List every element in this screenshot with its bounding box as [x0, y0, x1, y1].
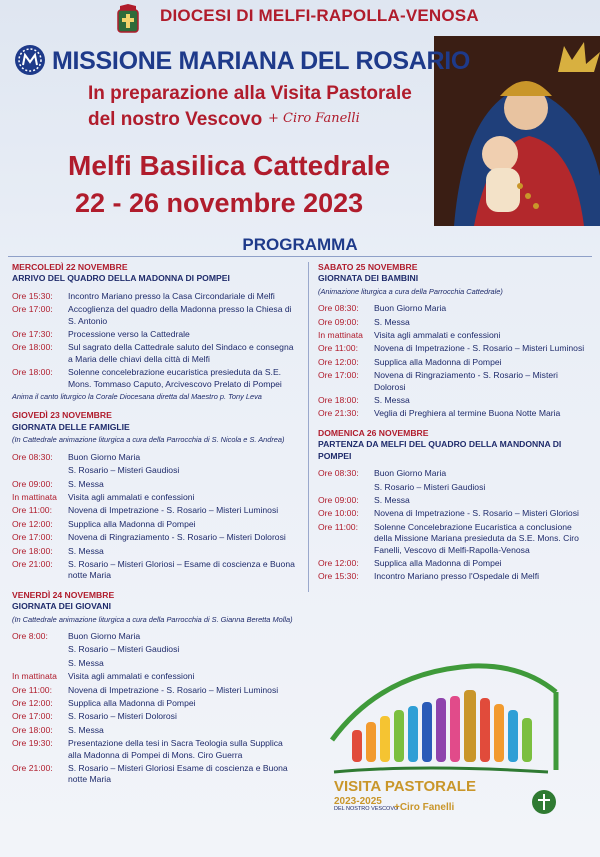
- event-time: Ore 08:30:: [12, 451, 53, 462]
- event-description: S. Rosario – Misteri Gloriosi Esame di coscienza e Buona notte Maria: [68, 763, 288, 785]
- event-description: Novena di Impetrazione - S. Rosario – Misteri Luminosi: [374, 343, 585, 354]
- programma-heading: PROGRAMMA: [242, 235, 358, 254]
- event-description: Novena di Impetrazione - S. Rosario – Misteri Luminosi: [68, 684, 279, 695]
- event-description: S. Rosario – Misteri Gaudiosi: [374, 481, 486, 492]
- event-description: Veglia di Preghiera al termine Buona Notte Maria: [374, 408, 561, 419]
- event-time: Ore 17:30:: [12, 329, 53, 340]
- schedule-row: [12, 738, 298, 761]
- event-time: Ore 10:00:: [318, 508, 359, 519]
- day-note: (Animazione liturgica a cura della Parrocchia Cattedrale): [318, 286, 503, 296]
- event-description: Novena di Impetrazione - S. Rosario – Misteri Gloriosi: [374, 508, 579, 519]
- schedule-row: [12, 644, 298, 655]
- bishop-signature: + Ciro Fanelli: [268, 111, 360, 126]
- day-spacer: [12, 446, 298, 450]
- mission-title: MISSIONE MARIANA DEL ROSARIO: [52, 47, 471, 75]
- schedule-row: [318, 395, 590, 406]
- event-description: S. Rosario – Misteri Gaudiosi: [68, 465, 180, 476]
- schedule-row: [12, 505, 298, 516]
- event-description: Solenne Concelebrazione Eucaristica a conclusione della Missione Mariana presieduta da S.E. Mons. Ciro Fanelli, Vescovo di Melfi-Rapolla-Venosa: [374, 521, 579, 555]
- event-time: Ore 12:00:: [12, 698, 53, 708]
- day-spacer: [318, 297, 590, 301]
- event-time: In mattinata: [12, 491, 57, 502]
- event-description: Supplica alla Madonna di Pompei: [374, 557, 502, 568]
- schedule-row: [12, 291, 298, 302]
- schedule-row: [318, 330, 590, 341]
- event-time: Ore 15:30:: [12, 290, 53, 301]
- event-time: Ore 09:00:: [318, 316, 359, 327]
- event-time: In mattinata: [12, 671, 57, 682]
- schedule-row: [12, 479, 298, 490]
- event-description: Incontro Mariano presso la Casa Circondariale di Melfi: [68, 290, 275, 301]
- day-spacer: [318, 462, 590, 466]
- event-description: Supplica alla Madonna di Pompei: [68, 698, 196, 708]
- event-time: Ore 17:00:: [318, 370, 359, 381]
- diocese-name: DIOCESI DI MELFI-RAPOLLA-VENOSA: [160, 6, 479, 25]
- schedule-row: [12, 763, 298, 786]
- event-description: Visita agli ammalati e confessioni: [68, 491, 195, 502]
- event-description: Buon Giorno Maria: [374, 303, 447, 314]
- schedule-row: [318, 522, 590, 556]
- event-description: Novena di Ringraziamento - S. Rosario – Misteri Dolorosi: [68, 532, 286, 543]
- schedule-row: [12, 367, 298, 390]
- diocese-crest-icon: [116, 4, 140, 34]
- schedule-row: [12, 658, 298, 669]
- visita-logo-title: VISITA PASTORALE: [334, 778, 476, 795]
- schedule-row: [12, 711, 298, 722]
- event-time: Ore 11:00:: [12, 505, 52, 516]
- event-description: S. Messa: [68, 657, 104, 668]
- schedule-row: [12, 532, 298, 543]
- schedule-row: [318, 303, 590, 314]
- day-title: PARTENZA DA MELFI DEL QUADRO DELLA MANDONNA DI POMPEI: [318, 439, 562, 461]
- event-description: Visita agli ammalati e confessioni: [374, 330, 501, 341]
- event-description: Supplica alla Madonna di Pompei: [68, 518, 196, 529]
- schedule-row: [318, 370, 590, 393]
- event-time: Ore 8:00:: [12, 630, 48, 641]
- right-program-column: [318, 262, 590, 583]
- event-description: Accoglienza del quadro della Madonna presso la Chiesa di S. Antonio: [68, 304, 292, 326]
- event-description: Buon Giorno Maria: [374, 468, 447, 479]
- schedule-row: [318, 317, 590, 328]
- event-description: Presentazione della tesi in Sacra Teologia sulla Supplica alla Madonna di Pompei di Mons. Ciro Guerra: [68, 738, 283, 760]
- day-title: GIORNATA DEI BAMBINI: [318, 273, 419, 284]
- day-gap: [318, 420, 590, 428]
- day-spacer: [12, 285, 298, 289]
- event-description: S. Rosario – Misteri Gloriosi – Esame di coscienza e Buona notte Maria: [68, 558, 295, 581]
- event-time: Ore 21:30:: [318, 408, 359, 419]
- event-description: S. Messa: [68, 545, 104, 556]
- event-time: Ore 11:00:: [318, 343, 358, 354]
- schedule-row: [12, 519, 298, 530]
- event-time: Ore 08:30:: [318, 303, 359, 314]
- event-description: S. Messa: [374, 494, 410, 505]
- day-heading: DOMENICA 26 NOVEMBRE: [318, 427, 429, 438]
- event-description: Buon Giorno Maria: [68, 630, 141, 641]
- schedule-row: [318, 408, 590, 419]
- event-description: Novena di Impetrazione - S. Rosario – Misteri Luminosi: [68, 505, 279, 516]
- event-description: Solenne concelebrazione eucaristica presieduta da S.E. Mons. Tommaso Caputo, Arcivescovo Prelato di Pompei: [68, 367, 282, 389]
- visita-logo-bishop: +Ciro Fanelli: [394, 802, 455, 813]
- event-description: Visita agli ammalati e confessioni: [68, 671, 195, 682]
- day-title: GIORNATA DEI GIOVANI: [12, 601, 111, 612]
- schedule-row: [318, 495, 590, 506]
- event-time: Ore 12:00:: [12, 518, 53, 529]
- event-time: Ore 18:00:: [12, 545, 53, 556]
- event-time: Ore 12:00:: [318, 356, 359, 367]
- day-heading: SABATO 25 NOVEMBRE: [318, 262, 418, 272]
- schedule-row: [12, 671, 298, 682]
- missione-mariana-logo-icon: [14, 44, 46, 76]
- event-description: Supplica alla Madonna di Pompei: [374, 356, 502, 367]
- day-gap: [12, 402, 298, 410]
- schedule-row: [12, 465, 298, 476]
- section-divider: [8, 256, 592, 257]
- event-description: S. Messa: [374, 316, 410, 327]
- event-description: S. Messa: [374, 395, 410, 406]
- schedule-row: [318, 571, 590, 582]
- event-time: Ore 17:00:: [12, 304, 53, 315]
- event-time: Ore 11:00:: [12, 684, 52, 695]
- day-gap: [12, 582, 298, 590]
- visita-logo-years: 2023-2025: [334, 796, 382, 807]
- event-time: Ore 18:00:: [318, 395, 359, 406]
- date-range: 22 - 26 novembre 2023: [75, 188, 364, 218]
- day-footnote: Anima il canto liturgico la Corale Diocesana diretta dal Maestro p. Tony Leva: [12, 392, 262, 402]
- schedule-row: [12, 631, 298, 642]
- event-time: Ore 09:00:: [318, 494, 359, 505]
- event-time: Ore 18:00:: [12, 367, 53, 378]
- day-note: (In Cattedrale animazione liturgica a cura della Parrocchia di S. Nicola e S. Andrea): [12, 435, 285, 445]
- subtitle-line-1: In preparazione alla Visita Pastorale: [88, 83, 412, 104]
- schedule-row: [318, 508, 590, 519]
- event-time: Ore 18:00:: [12, 724, 53, 735]
- event-time: Ore 09:00:: [12, 478, 53, 489]
- schedule-row: [12, 304, 298, 327]
- schedule-row: [318, 482, 590, 493]
- event-time: Ore 19:30:: [12, 738, 53, 749]
- left-program-column: [12, 262, 298, 786]
- schedule-row: [318, 558, 590, 569]
- event-description: Buon Giorno Maria: [68, 451, 141, 462]
- schedule-row: [12, 452, 298, 463]
- schedule-row: [318, 357, 590, 368]
- event-description: S. Messa: [68, 478, 104, 489]
- event-time: [12, 658, 68, 669]
- schedule-row: [12, 725, 298, 736]
- event-description: S. Rosario – Misteri Gaudiosi: [68, 644, 180, 655]
- event-description: S. Messa: [68, 724, 104, 735]
- event-time: Ore 17:00:: [12, 711, 53, 722]
- day-heading: MERCOLEDÌ 22 NOVEMBRE: [12, 262, 128, 272]
- event-time: Ore 11:00:: [318, 521, 358, 532]
- event-time: In mattinata: [318, 330, 363, 341]
- schedule-row: [12, 698, 298, 709]
- schedule-row: [12, 546, 298, 557]
- event-time: Ore 21:00:: [12, 558, 53, 569]
- subtitle-line-2: del nostro Vescovo: [88, 109, 263, 130]
- schedule-row: [12, 492, 298, 503]
- schedule-row: [12, 342, 298, 365]
- schedule-row: [12, 329, 298, 340]
- schedule-row: [12, 685, 298, 696]
- day-title: ARRIVO DEL QUADRO DELLA MADONNA DI POMPEI: [12, 273, 230, 284]
- event-time: [12, 644, 68, 655]
- event-description: Novena di Ringraziamento - S. Rosario – Misteri Dolorosi: [374, 370, 558, 392]
- visita-logo-caption: DEL NOSTRO VESCOVO: [334, 806, 399, 812]
- event-time: Ore 18:00:: [12, 342, 53, 353]
- event-time: [318, 482, 374, 493]
- event-time: Ore 15:30:: [318, 571, 359, 582]
- column-divider: [308, 262, 309, 592]
- event-description: S. Rosario – Misteri Dolorosi: [68, 711, 177, 722]
- event-time: Ore 21:00:: [12, 763, 53, 774]
- schedule-row: [318, 468, 590, 479]
- event-time: Ore 08:30:: [318, 468, 359, 479]
- day-title: GIORNATA DELLE FAMIGLIE: [12, 421, 130, 432]
- location-title: Melfi Basilica Cattedrale: [68, 150, 391, 181]
- event-time: [12, 465, 68, 476]
- day-note: (In Cattedrale animazione liturgica a cura della Parrocchia di S. Gianna Beretta Molla): [12, 614, 293, 624]
- schedule-row: [12, 559, 298, 582]
- day-heading: VENERDÌ 24 NOVEMBRE: [12, 589, 115, 600]
- visita-pastorale-logo: [322, 652, 584, 842]
- day-heading: GIOVEDÌ 23 NOVEMBRE: [12, 410, 112, 421]
- event-time: Ore 12:00:: [318, 557, 359, 568]
- event-description: Processione verso la Cattedrale: [68, 329, 190, 340]
- event-time: Ore 17:00:: [12, 532, 53, 543]
- event-description: Incontro Mariano presso l'Ospedale di Melfi: [374, 571, 540, 582]
- schedule-row: [318, 343, 590, 354]
- day-spacer: [12, 625, 298, 629]
- event-description: Sul sagrato della Cattedrale saluto del Sindaco e consegna a Maria delle chiavi della città di Melfi: [68, 342, 294, 364]
